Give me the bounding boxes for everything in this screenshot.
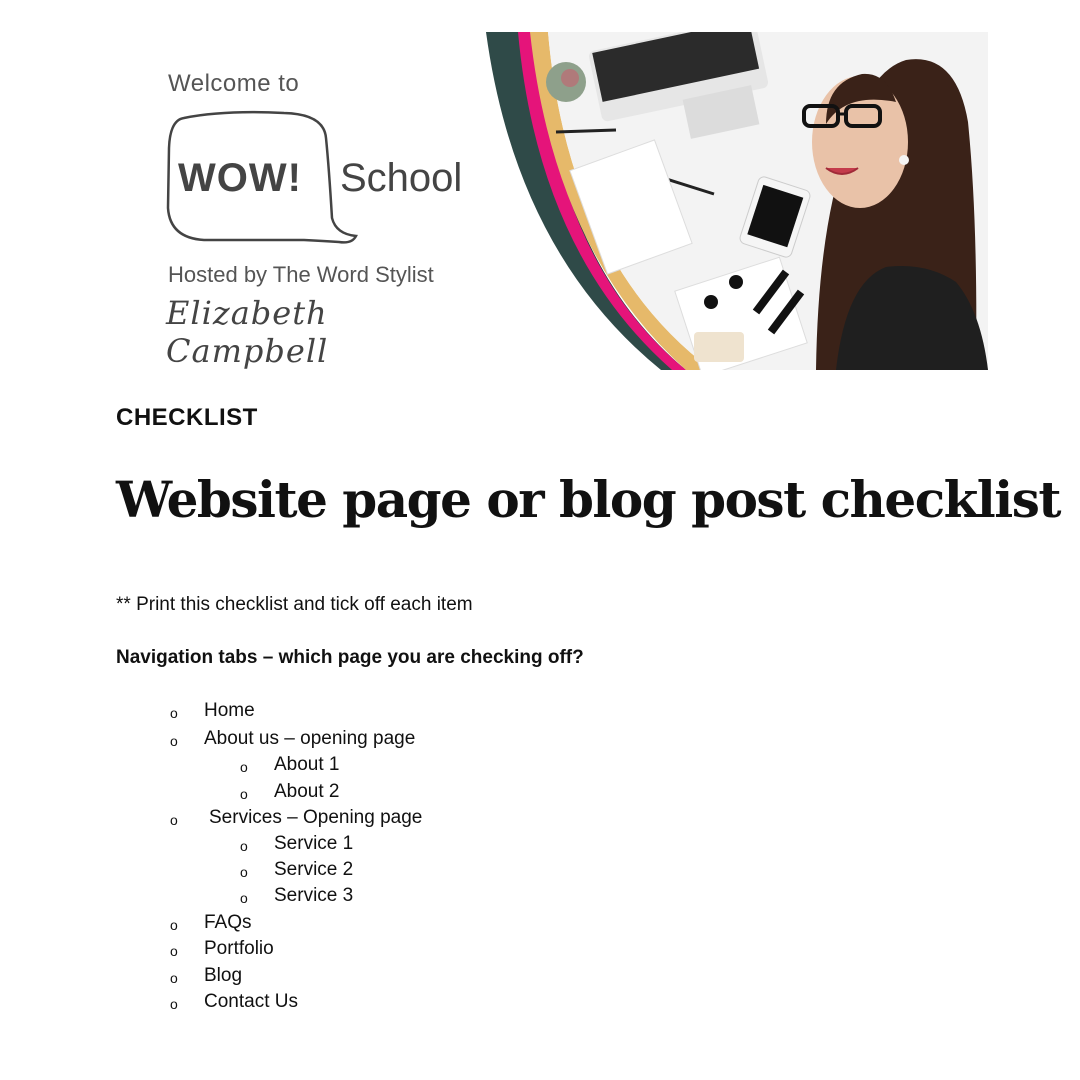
list-item: About us – opening page bbox=[204, 728, 416, 749]
bullet-icon: o bbox=[170, 970, 178, 986]
list-item: Service 1 bbox=[274, 833, 354, 854]
bullet-icon: o bbox=[240, 759, 248, 775]
list-item: Services – Opening page bbox=[209, 807, 423, 828]
section-label: CHECKLIST bbox=[116, 404, 258, 431]
list-item: About 1 bbox=[274, 754, 340, 775]
logo-school-text: School bbox=[340, 156, 463, 200]
page-title: Website page or blog post checklist bbox=[116, 470, 1061, 529]
wow-school-logo bbox=[116, 32, 496, 370]
bullet-icon: o bbox=[170, 917, 178, 933]
nav-subheading: Navigation tabs – which page you are checking off? bbox=[116, 647, 584, 668]
list-item: Blog bbox=[204, 965, 243, 986]
bullet-icon: o bbox=[240, 786, 248, 802]
bullet-icon: o bbox=[170, 943, 178, 959]
list-item: Portfolio bbox=[204, 938, 274, 959]
signature: Elizabeth Campbell bbox=[166, 294, 329, 370]
list-item: Contact Us bbox=[204, 991, 298, 1012]
bullet-icon: o bbox=[170, 996, 178, 1012]
list-item: About 2 bbox=[274, 781, 340, 802]
logo-wow-text: WOW! bbox=[178, 156, 302, 200]
list-item: Home bbox=[204, 700, 255, 721]
bullet-icon: o bbox=[170, 733, 178, 749]
welcome-text: Welcome to bbox=[168, 70, 300, 97]
hosted-by-text: Hosted by The Word Stylist bbox=[168, 262, 434, 287]
bullet-icon: o bbox=[170, 705, 178, 721]
bullet-icon: o bbox=[240, 864, 248, 880]
bullet-icon: o bbox=[170, 812, 178, 828]
bullet-icon: o bbox=[240, 890, 248, 906]
header-banner bbox=[116, 32, 988, 370]
hero-photo bbox=[486, 32, 988, 370]
list-item: FAQs bbox=[204, 912, 252, 933]
print-note: ** Print this checklist and tick off each item bbox=[116, 594, 473, 615]
list-item: Service 2 bbox=[274, 859, 354, 880]
list-item: Service 3 bbox=[274, 885, 354, 906]
bullet-icon: o bbox=[240, 838, 248, 854]
